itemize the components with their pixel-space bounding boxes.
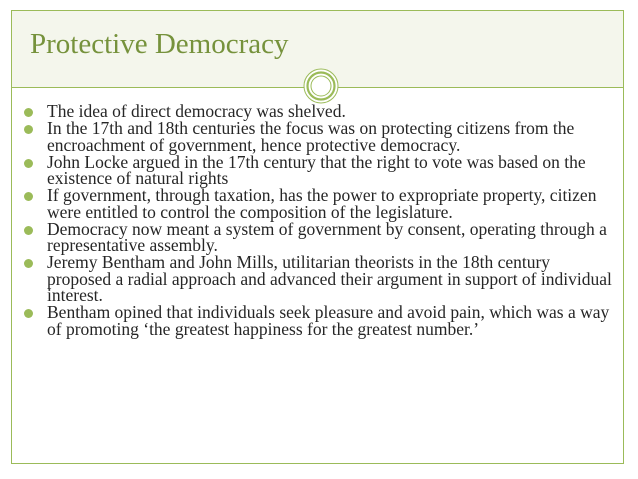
bullet-item — [22, 151, 612, 188]
bullet-text: In the 17th and 18th centuries the focus was on protecting citizens from the encroachment of government, hence protective democracy. — [47, 118, 575, 155]
slide-title: Protective Democracy — [30, 28, 289, 60]
bullet-text: Jeremy Bentham and John Mills, utilitarian theorists in the 18th century proposed a radial approach and advanced their argument in support of individual interest. — [47, 252, 612, 305]
bullet-item — [22, 120, 612, 153]
bullet-item — [22, 218, 612, 255]
bullet-dot-icon — [24, 259, 33, 268]
bullet-text: The idea of direct democracy was shelved. — [47, 101, 346, 121]
bullet-dot-icon — [24, 226, 33, 235]
bullet-item — [22, 254, 612, 304]
bullet-dot-icon — [24, 309, 33, 318]
bullet-dot-icon — [24, 125, 33, 134]
bullet-list — [22, 103, 612, 338]
bullet-text: Bentham opined that individuals seek pleasure and avoid pain, which was a way of promoting ‘the greatest happiness for the greatest number.’ — [47, 302, 610, 339]
bullet-item — [22, 304, 612, 337]
circle-ornament-icon — [303, 68, 339, 104]
bullet-text: If government, through taxation, has the power to expropriate property, citizen were entitled to control the composition of the legislature. — [47, 185, 597, 222]
bullet-text: Democracy now meant a system of government by consent, operating through a representative assembly. — [47, 218, 607, 255]
bullet-dot-icon — [24, 159, 33, 168]
bullet-dot-icon — [24, 108, 33, 117]
bullet-dot-icon — [24, 192, 33, 201]
bullet-item — [22, 187, 612, 220]
bullet-text: John Locke argued in the 17th century that the right to vote was based on the existence of natural rights — [47, 151, 586, 188]
